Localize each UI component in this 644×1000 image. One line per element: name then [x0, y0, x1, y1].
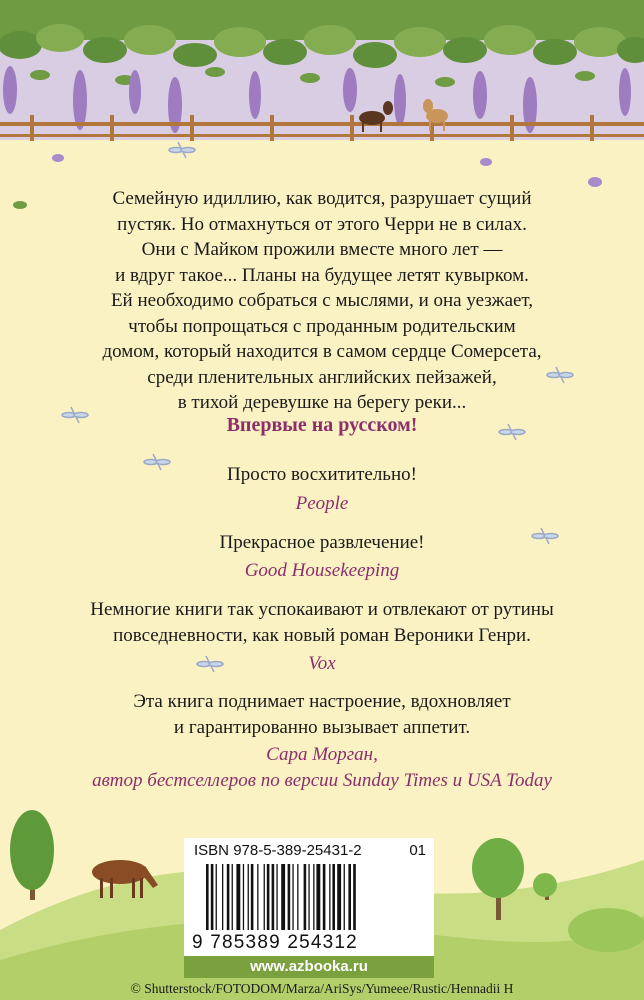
barcode-bar — [297, 864, 298, 930]
barcode-bar — [281, 864, 285, 930]
barcode-bar — [222, 864, 223, 930]
review-quote-3 — [0, 597, 644, 648]
blurb-line: Они с Майком прожили вместе много лет — — [141, 239, 503, 260]
isbn-number: 978-5-389-25431-2 — [233, 842, 362, 859]
barcode-bar — [251, 864, 254, 930]
blurb-line: Семейную идиллию, как водится, разрушает сущий — [112, 188, 532, 209]
quote-line: Просто восхитительно! — [227, 464, 417, 485]
source-line: автор бестселлеров по версии Sunday Times и USA Today — [92, 769, 552, 791]
barcode-bar — [344, 864, 345, 930]
barcode-bar — [276, 864, 277, 930]
image-credits: © Shutterstock/FOTODOM/Marza/AriSys/Yumeee/Rustic/Hennadii H — [130, 981, 514, 996]
blurb-line: и вдруг такое... Планы на будущее летят кувырком. — [115, 264, 529, 286]
isbn-line — [194, 842, 426, 859]
isbn-label: ISBN — [194, 842, 230, 859]
blurb-line: чтобы попрощаться с проданным родительским — [128, 315, 516, 337]
review-quote-1 — [0, 462, 644, 488]
review-quote-2 — [0, 530, 644, 556]
blurb-line: домом, который находится в самом сердце Сомерсета, — [102, 341, 542, 362]
barcode-bar — [332, 864, 335, 930]
review-source-4 — [0, 742, 644, 793]
barcode-bar — [348, 864, 351, 930]
quote-line: Эта книга поднимает настроение, вдохновляет — [133, 691, 511, 712]
book-blurb — [0, 186, 644, 416]
isbn-text — [194, 842, 362, 859]
publisher-website: www.azbooka.ru — [184, 956, 434, 978]
fence — [0, 115, 644, 141]
barcode-bar — [211, 864, 214, 930]
barcode-bar — [232, 864, 233, 930]
barcode-bar — [216, 864, 217, 930]
barcode-number: 9 785389 254312 — [192, 932, 358, 953]
blurb-line: среди пленительных английских пейзажей, — [147, 366, 497, 388]
source-line: Vox — [308, 653, 336, 674]
barcode-bar — [227, 864, 230, 930]
wisteria-garland — [0, 0, 644, 87]
barcode-bar — [257, 864, 258, 930]
blurb-line: в тихой деревушке на берегу реки... — [177, 392, 467, 413]
barcode-bar — [353, 864, 356, 930]
barcode-bar — [267, 864, 270, 930]
barcode-bar — [288, 864, 291, 930]
barcode-bar — [248, 864, 249, 930]
quote-line: Немногие книги так успокаивают и отвлекают от рутины — [90, 599, 554, 620]
barcode-bar — [206, 864, 209, 930]
first-in-russian-headline: Впервые на русском! — [226, 414, 418, 436]
quote-line: Прекрасное развлечение! — [219, 532, 425, 553]
review-quote-4 — [0, 689, 644, 740]
barcode-bar — [323, 864, 326, 930]
barcode-bar — [243, 864, 244, 930]
source-line: Сара Морган, — [266, 744, 378, 765]
source-line: Good Housekeeping — [244, 560, 400, 581]
barcode-bar — [264, 864, 265, 930]
barcode-bars — [206, 864, 416, 930]
barcode-bar — [292, 864, 293, 930]
review-source-1 — [0, 491, 644, 517]
isbn-barcode — [184, 838, 434, 956]
review-source-3 — [0, 651, 644, 677]
barcode-bar — [308, 864, 309, 930]
barcode-bar — [329, 864, 330, 930]
review-source-2 — [0, 558, 644, 584]
barcode-bar — [272, 864, 275, 930]
quote-line: и гарантированно вызывает аппетит. — [173, 716, 471, 738]
barcode-bar — [337, 864, 341, 930]
barcode-bar — [236, 864, 240, 930]
source-line: People — [295, 493, 349, 514]
barcode-bar — [304, 864, 307, 930]
blurb-line: Ей необходимо собраться с мыслями, и она уезжает, — [110, 290, 534, 311]
quote-line: повседневности, как новый роман Вероники Генри. — [113, 624, 531, 646]
isbn-addon: 01 — [409, 842, 426, 859]
barcode-bar — [316, 864, 320, 930]
blurb-line: пустяк. Но отмахнуться от этого Черри не в силах. — [117, 213, 527, 235]
barcode-bar — [313, 864, 314, 930]
